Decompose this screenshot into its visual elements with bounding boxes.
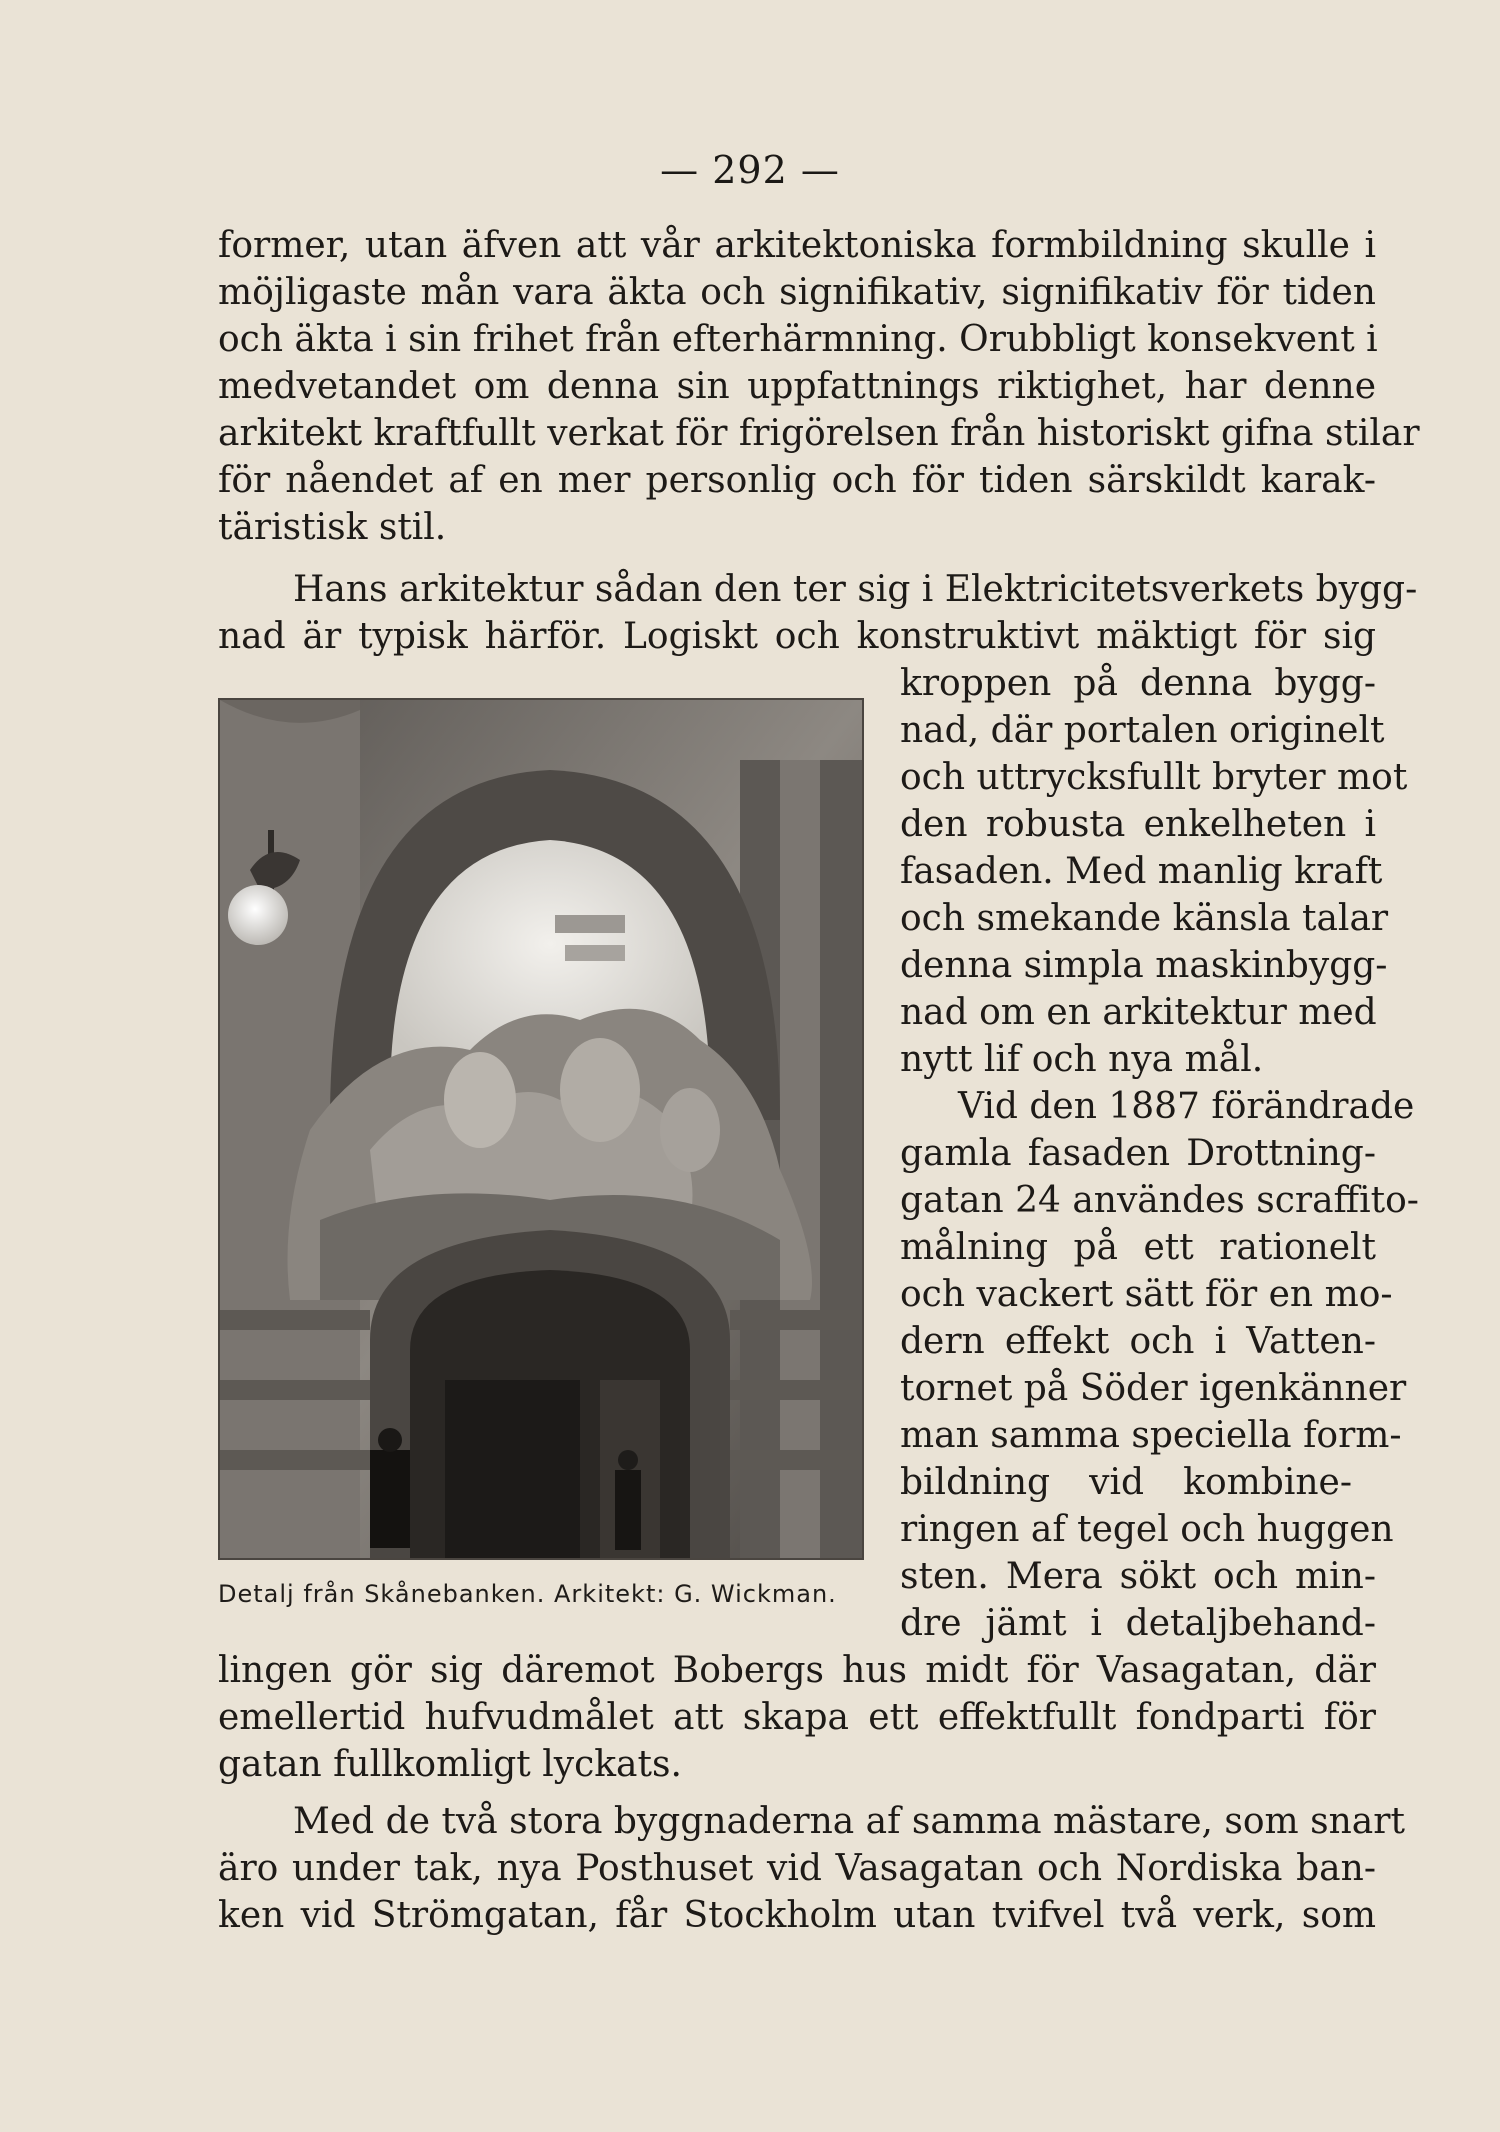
text-line: Vid den 1887 förändrade: [958, 1086, 1415, 1127]
text-line: nad, där portalen originelt: [900, 710, 1385, 751]
text-line: gatan fullkomligt lyckats.: [218, 1744, 682, 1785]
text-line: denna simpla maskinbygg-: [900, 945, 1388, 986]
text-line: emellertid hufvudmålet att skapa ett effektfullt fondparti för: [218, 1697, 1376, 1738]
text-line: och uttrycksfullt bryter mot: [900, 757, 1408, 798]
portal-photograph: [220, 700, 862, 1558]
text-line: den robusta enkelheten i: [900, 804, 1376, 845]
text-line: man samma speciella form-: [900, 1415, 1402, 1456]
text-line: gamla fasaden Drottning-: [900, 1133, 1376, 1174]
text-line: nad om en arkitektur med: [900, 992, 1377, 1033]
text-line: täristisk stil.: [218, 507, 447, 548]
text-line: Med de två stora byggnaderna af samma mästare, som snart: [293, 1801, 1405, 1842]
text-line: Hans arkitektur sådan den ter sig i Elektricitetsverkets bygg-: [293, 569, 1418, 610]
text-line: nad är typisk härför. Logiskt och konstruktivt mäktigt för sig: [218, 616, 1376, 657]
figure-caption: Detalj från Skånebanken. Arkitekt: G. Wickman.: [218, 1580, 837, 1608]
text-line: fasaden. Med manlig kraft: [900, 851, 1383, 892]
text-line: sten. Mera sökt och min-: [900, 1556, 1376, 1597]
text-line: möjligaste mån vara äkta och signifikativ, signifikativ för tiden: [218, 272, 1376, 313]
text-line: arkitekt kraftfullt verkat för frigörelsen från historiskt gifna stilar: [218, 413, 1420, 454]
text-line: tornet på Söder igenkänner: [900, 1368, 1407, 1409]
text-line: ken vid Strömgatan, får Stockholm utan tvifvel två verk, som: [218, 1895, 1376, 1936]
text-line: kroppen på denna bygg-: [900, 663, 1376, 704]
text-line: dre jämt i detaljbehand-: [900, 1603, 1376, 1644]
text-line: dern effekt och i Vatten-: [900, 1321, 1376, 1362]
photo-skanebanken-portal: [218, 698, 864, 1560]
page-number: — 292 —: [660, 148, 840, 192]
text-line: för nåendet af en mer personlig och för tiden särskildt karak-: [218, 460, 1376, 501]
text-line: medvetandet om denna sin uppfattnings riktighet, har denne: [218, 366, 1376, 407]
text-line: och smekande känsla talar: [900, 898, 1389, 939]
text-line: och vackert sätt för en mo-: [900, 1274, 1393, 1315]
text-line: lingen gör sig däremot Bobergs hus midt för Vasagatan, där: [218, 1650, 1376, 1691]
text-line: äro under tak, nya Posthuset vid Vasagatan och Nordiska ban-: [218, 1848, 1376, 1889]
text-line: och äkta i sin frihet från efterhärmning. Orubbligt konsekvent i: [218, 319, 1378, 360]
text-line: gatan 24 användes scraffito-: [900, 1180, 1419, 1221]
text-line: former, utan äfven att vår arkitektoniska formbildning skulle i: [218, 225, 1376, 266]
text-line: bildning vid kombine-: [900, 1462, 1352, 1503]
text-line: nytt lif och nya mål.: [900, 1039, 1264, 1080]
text-line: målning på ett rationelt: [900, 1227, 1376, 1268]
text-line: ringen af tegel och huggen: [900, 1509, 1394, 1550]
